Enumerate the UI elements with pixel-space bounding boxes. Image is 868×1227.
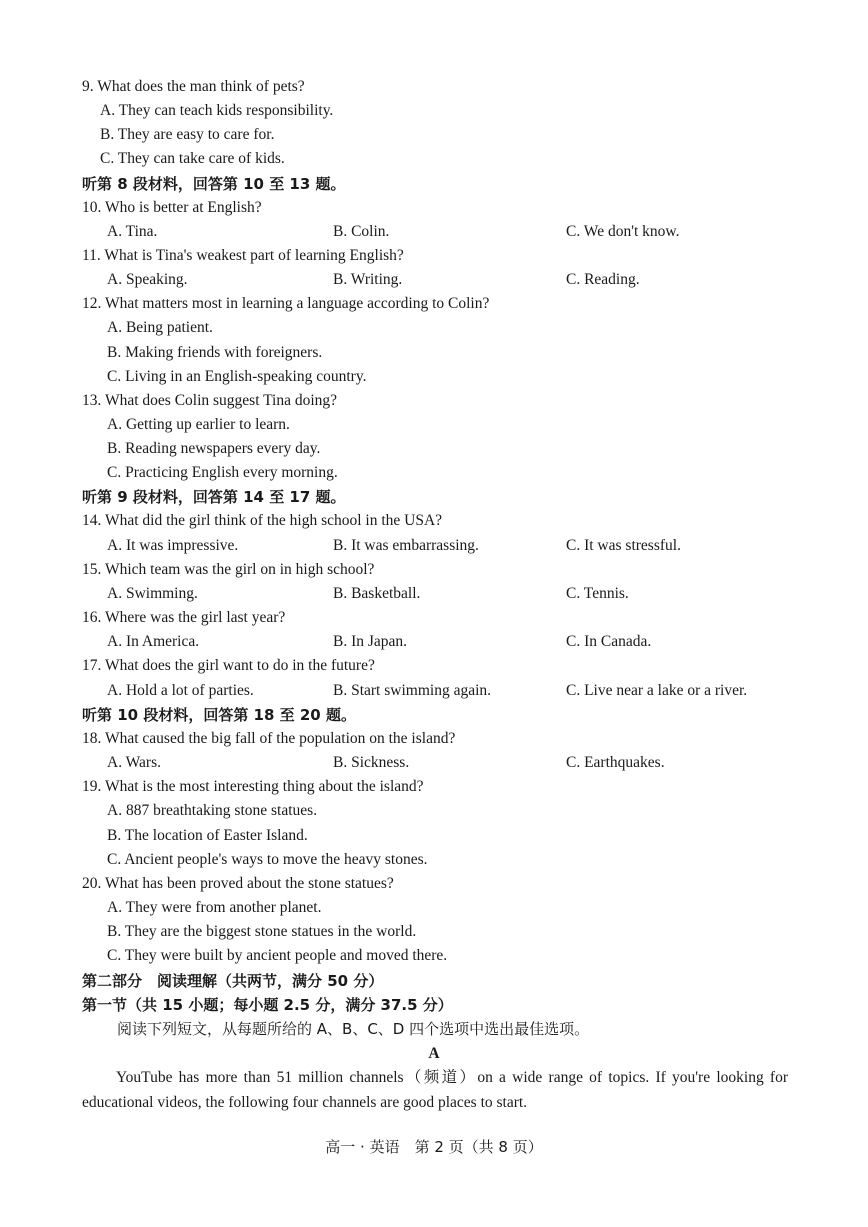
question-9-stem: 9. What does the man think of pets? — [82, 78, 305, 95]
page-footer: 高一 · 英语 第 2 页（共 8 页） — [325, 1138, 543, 1156]
question-12-option-a: A. Being patient. — [107, 319, 213, 336]
question-13-option-a: A. Getting up earlier to learn. — [107, 416, 290, 433]
question-12-option-b: B. Making friends with foreigners. — [107, 344, 323, 361]
question-16-stem: 16. Where was the girl last year? — [82, 609, 286, 626]
question-11-option-b: B. Writing. — [333, 271, 403, 288]
question-18-stem: 18. What caused the big fall of the population on the island? — [82, 730, 456, 747]
question-12-option-c: C. Living in an English-speaking country. — [107, 368, 367, 385]
question-18-option-b: B. Sickness. — [333, 754, 410, 771]
question-12-stem: 12. What matters most in learning a language according to Colin? — [82, 295, 490, 312]
question-19-stem: 19. What is the most interesting thing about the island? — [82, 778, 424, 795]
question-15-option-a: A. Swimming. — [107, 585, 198, 602]
question-10-option-c: C. We don't know. — [566, 223, 680, 240]
question-14-option-c: C. It was stressful. — [566, 537, 681, 554]
question-10-option-b: B. Colin. — [333, 223, 390, 240]
question-16-option-c: C. In Canada. — [566, 633, 652, 650]
passage-label: A — [428, 1045, 440, 1062]
question-10-option-a: A. Tina. — [107, 223, 158, 240]
question-15-option-c: C. Tennis. — [566, 585, 629, 602]
question-19-option-a: A. 887 breathtaking stone statues. — [107, 802, 318, 819]
question-10-stem: 10. Who is better at English? — [82, 199, 262, 216]
question-18-option-c: C. Earthquakes. — [566, 754, 665, 771]
section-8-heading: 听第 8 段材料，回答第 10 至 13 题。 — [82, 175, 346, 193]
reading-instruction: 阅读下列短文，从每题所给的 A、B、C、D 四个选项中选出最佳选项。 — [117, 1020, 590, 1038]
question-15-option-b: B. Basketball. — [333, 585, 421, 602]
question-11-stem: 11. What is Tina's weakest part of learning English? — [82, 247, 404, 264]
question-16-option-b: B. In Japan. — [333, 633, 408, 650]
question-17-option-a: A. Hold a lot of parties. — [107, 682, 254, 699]
passage-paragraph: YouTube has more than 51 million channels（频道）on a wide range of topics. If you're looking for educational videos, the following four channels are good places to start. — [82, 1069, 788, 1111]
question-20-option-c: C. They were built by ancient people and moved there. — [107, 947, 448, 964]
question-14-option-b: B. It was embarrassing. — [333, 537, 479, 554]
question-17-option-c: C. Live near a lake or a river. — [566, 682, 748, 699]
section-10-heading: 听第 10 段材料，回答第 18 至 20 题。 — [82, 706, 356, 724]
question-20-stem: 20. What has been proved about the stone statues? — [82, 875, 394, 892]
question-9-option-a: A. They can teach kids responsibility. — [100, 102, 334, 119]
question-19-option-c: C. Ancient people's ways to move the heavy stones. — [107, 851, 428, 868]
question-18-option-a: A. Wars. — [107, 754, 162, 771]
part-2-heading: 第二部分 阅读理解（共两节，满分 50 分） — [82, 972, 384, 990]
question-13-option-b: B. Reading newspapers every day. — [107, 440, 321, 457]
question-17-stem: 17. What does the girl want to do in the future? — [82, 657, 375, 674]
question-17-option-b: B. Start swimming again. — [333, 682, 492, 699]
question-11-option-c: C. Reading. — [566, 271, 640, 288]
question-15-stem: 15. Which team was the girl on in high school? — [82, 561, 375, 578]
question-14-option-a: A. It was impressive. — [107, 537, 239, 554]
question-19-option-b: B. The location of Easter Island. — [107, 827, 308, 844]
question-11-option-a: A. Speaking. — [107, 271, 188, 288]
question-13-stem: 13. What does Colin suggest Tina doing? — [82, 392, 338, 409]
question-16-option-a: A. In America. — [107, 633, 200, 650]
question-20-option-b: B. They are the biggest stone statues in the world. — [107, 923, 417, 940]
question-14-stem: 14. What did the girl think of the high school in the USA? — [82, 512, 443, 529]
question-9-option-b: B. They are easy to care for. — [100, 126, 275, 143]
question-9-option-c: C. They can take care of kids. — [100, 150, 285, 167]
section-1-heading: 第一节（共 15 小题；每小题 2.5 分，满分 37.5 分） — [82, 996, 453, 1014]
section-9-heading: 听第 9 段材料，回答第 14 至 17 题。 — [82, 488, 346, 506]
question-13-option-c: C. Practicing English every morning. — [107, 464, 338, 481]
question-20-option-a: A. They were from another planet. — [107, 899, 322, 916]
